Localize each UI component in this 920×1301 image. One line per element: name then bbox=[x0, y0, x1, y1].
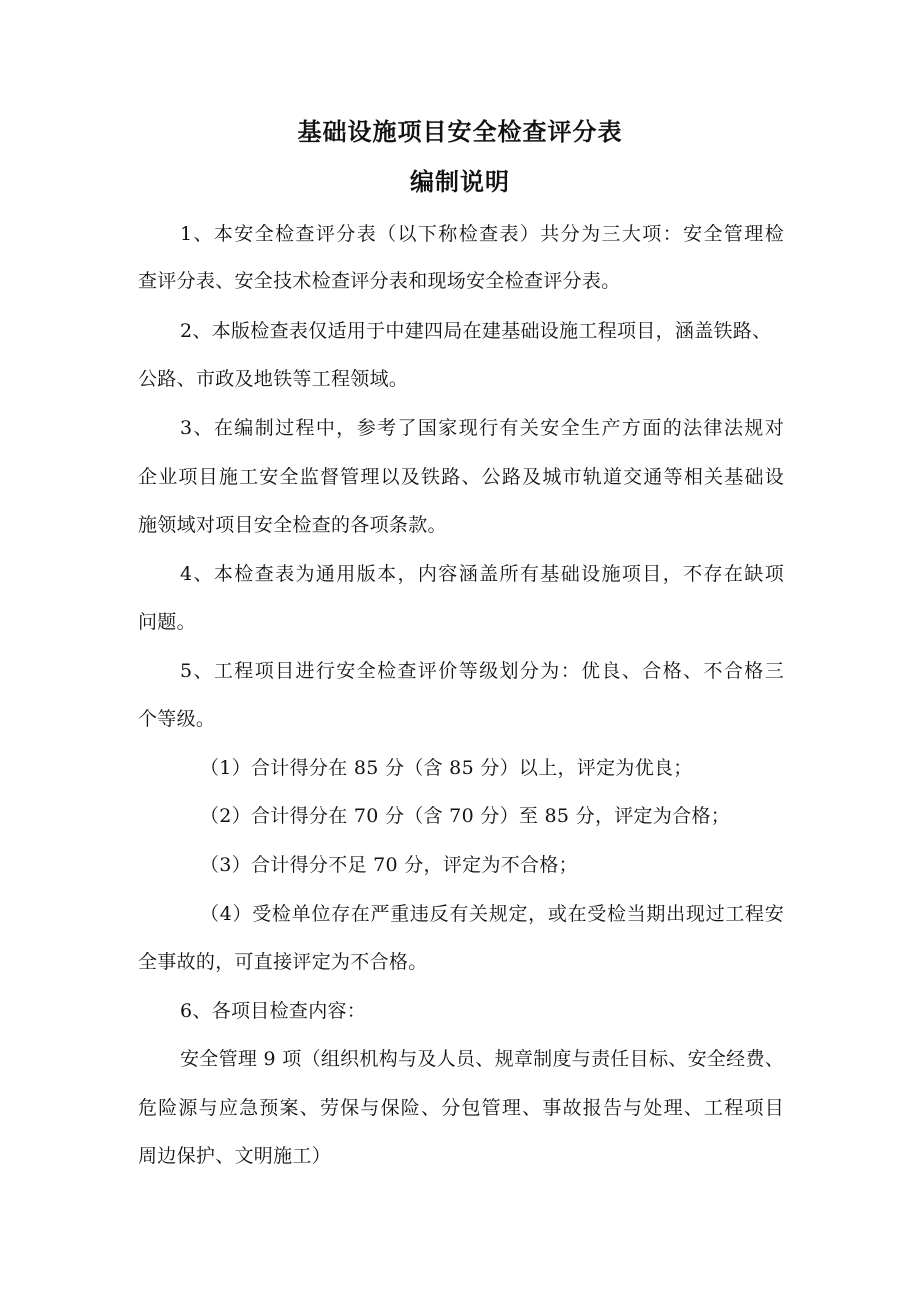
paragraph-5-line-2: 个等级。 bbox=[138, 708, 216, 730]
grade-rule-1: （1）合计得分在 85 分（含 85 分）以上，评定为优良； bbox=[200, 757, 693, 779]
paragraph-7-line-2: 危险源与应急预案、劳保与保险、分包管理、事故报告与处理、工程项目 bbox=[138, 1097, 784, 1119]
paragraph-4-line-2: 问题。 bbox=[138, 611, 196, 633]
grade-rule-4-line-1: （4）受检单位存在严重违反有关规定，或在受检当期出现过工程安 bbox=[200, 903, 784, 925]
paragraph-3-line-2: 企业项目施工安全监督管理以及铁路、公路及城市轨道交通等相关基础设 bbox=[138, 466, 784, 488]
paragraph-1-line-2: 查评分表、安全技术检查评分表和现场安全检查评分表。 bbox=[138, 270, 621, 292]
paragraph-7-line-1: 安全管理 9 项（组织机构与及人员、规章制度与责任目标、安全经费、 bbox=[180, 1048, 785, 1070]
paragraph-3-line-1: 3、在编制过程中，参考了国家现行有关安全生产方面的法律法规对 bbox=[180, 417, 784, 439]
paragraph-5-line-1: 5、工程项目进行安全检查评价等级划分为：优良、合格、不合格三 bbox=[180, 660, 784, 682]
paragraph-6: 6、各项目检查内容： bbox=[180, 1000, 367, 1022]
paragraph-4-line-1: 4、本检查表为通用版本，内容涵盖所有基础设施项目，不存在缺项 bbox=[180, 563, 784, 585]
document-subtitle: 编制说明 bbox=[410, 168, 510, 196]
paragraph-2-line-2: 公路、市政及地铁等工程领域。 bbox=[138, 368, 409, 390]
paragraph-2-line-1: 2、本版检查表仅适用于中建四局在建基础设施工程项目，涵盖铁路、 bbox=[180, 320, 772, 342]
paragraph-1-line-1: 1、本安全检查评分表（以下称检查表）共分为三大项：安全管理检 bbox=[180, 223, 784, 245]
paragraph-7-line-3: 周边保护、文明施工） bbox=[138, 1145, 332, 1167]
grade-rule-3: （3）合计得分不足 70 分，评定为不合格； bbox=[200, 854, 578, 876]
document-title: 基础设施项目安全检查评分表 bbox=[297, 118, 623, 146]
grade-rule-2: （2）合计得分在 70 分（含 70 分）至 85 分，评定为合格； bbox=[200, 805, 731, 827]
grade-rule-4-line-2: 全事故的，可直接评定为不合格。 bbox=[138, 951, 428, 973]
paragraph-3-line-3: 施领域对项目安全检查的各项条款。 bbox=[138, 514, 447, 536]
